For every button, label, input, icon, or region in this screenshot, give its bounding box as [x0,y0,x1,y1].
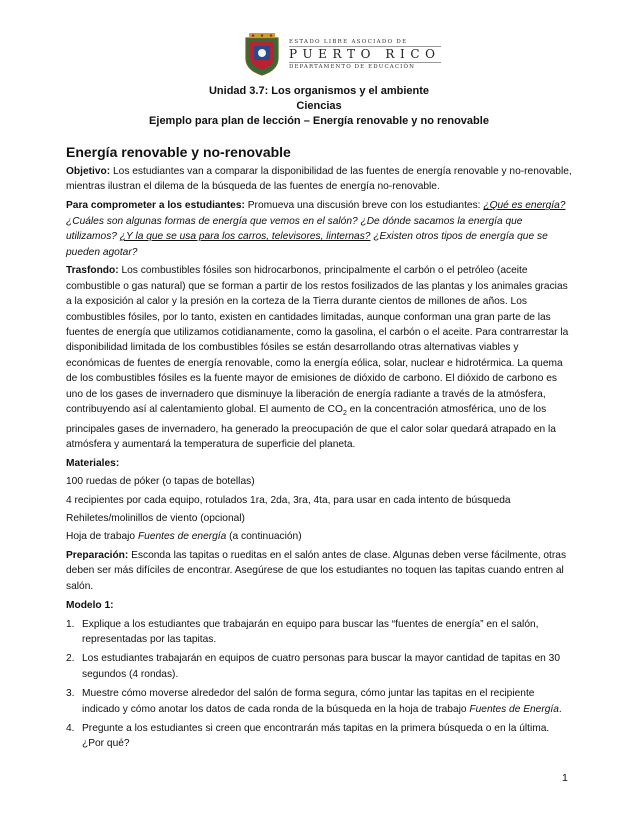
material-item: 100 ruedas de póker (o tapas de botellas) [66,476,255,488]
material-item: Rehiletes/molinillos de viento (opcional) [66,513,245,525]
step-text: Pregunte a los estudiantes si creen que encontrarán más tapitas en la primera búsqueda o en la última. ¿Por qué? [82,722,550,750]
comprometer-paragraph [66,198,574,260]
document-body [66,142,574,756]
list-item [66,617,574,648]
objetivo-text: Los estudiantes van a comparar la disponibilidad de las fuentes de energía renovable y no-renovable, mientras ilustran el dilema de la búsqueda de las fuentes de energía no-renovable. [66,166,572,193]
question-a: ¿Qué es energía? [483,200,566,212]
question-c: ¿Y la que se usa para los carros, televisores, linternas? [119,231,371,243]
subject-title: Ciencias [296,100,342,112]
material-item-4-c: (a continuación) [226,531,302,543]
unit-title: Unidad 3.7: Los organismos y el ambiente [208,85,430,97]
step-text: Muestre cómo moverse alrededor del salón de forma segura, cómo juntar las tapitas en el recipiente indicado y cómo anotar los datos de cada ronda de la búsqueda en la hoja de trabajo [82,688,535,715]
question-e: ¿Existen otros tipos de energía que se pueden agotar? [66,231,548,258]
section-heading: Energía renovable y no-renovable [66,144,291,160]
preparacion-label: Preparación: [66,549,129,561]
modelo-label: Modelo 1: [66,599,114,611]
materiales-label-line [66,456,574,471]
step-number: 3. [66,688,75,700]
material-item-4-b: Fuentes de energía [137,531,227,543]
logo-line-3: DEPARTAMENTO DE EDUCACIÓN [289,62,441,70]
step-number: 1. [66,618,75,630]
logo-line-1: ESTADO LIBRE ASOCIADO DE [289,39,441,47]
preparacion-text: Esconda las tapitas o rueditas en el salón antes de clase. Algunas deben verse fácilmente, otras deben ser más difíciles de encontrar. Asegúrese de que los estudiantes no toquen las tapitas cuando entren al salón. [66,549,567,592]
list-item [66,651,574,682]
objetivo-paragraph [66,164,574,195]
trasfondo-label: Trasfondo: [66,265,119,277]
preparacion-paragraph [66,548,574,594]
materiales-label: Materiales: [66,457,120,469]
modelo-label-line [66,598,574,613]
modelo-steps-list [66,617,574,752]
question-b: ¿Cuáles son algunas formas de energía que vemos en el salón? ¿De dónde sacamos la energía que utilizamos? [66,215,523,243]
material-item-4-a: Hoja de trabajo [66,531,138,543]
comprometer-text: Promueva una discusión breve con los estudiantes: [244,200,484,212]
material-item: 4 recipientes por cada equipo, rotulados 1ra, 2da, 3ra, 4ta, para usar en cada intento de búsqueda [66,494,511,506]
list-item [66,721,574,752]
step-text-italic: Fuentes de Energía [469,703,559,715]
list-item [66,686,574,717]
department-logo [243,28,441,80]
co2-subscript: 2 [342,410,347,418]
objetivo-label: Objetivo: [66,166,111,177]
step-text: Explique a los estudiantes que trabajarán en equipo para buscar las “fuentes de energía” en el salón, representadas por las tapitas. [82,618,539,645]
logo-line-2: PUERTO RICO [289,46,441,61]
lesson-title: Ejemplo para plan de lección – Energía renovable y no renovable [149,115,489,127]
puerto-rico-seal-icon [243,32,281,76]
step-text: Los estudiantes trabajarán en equipos de cuatro personas para buscar la mayor cantidad de tapitas en 30 segundos (4 rondas). [82,653,560,680]
material-item [66,529,574,544]
trasfondo-text-b: en la concentración atmosférica, uno de los principales gases de invernadero, ha generado la preocupación de que el calor solar quedará atrapado en la atmósfera y aumentará la temperatura de superficie del planeta. [66,404,556,450]
step-number: 2. [66,653,75,665]
trasfondo-text-a: Los combustibles fósiles son hidrocarbonos, principalmente el carbón o el petróleo (aceite combustible o gas natural) que se forman a partir de los restos fosilizados de las plantas y los animales gracias a la exposición al calor y la presión en la corteza de la Tierra durante cientos de millones de años. Los combustibles fósiles, por lo tanto, existen en cantidades limitadas, aunque conforman una gran parte de las fuentes de energía que utilizamos cotidianamente, como la gasolina, el carbón o el aceite. Para contrarrestar la disponibilidad limitada de los combustibles fósiles se están desarrollando otras alternativas viables y económicas de fuentes de energía renovable, como la energía eólica, solar, nuclear e hidrotérmica. La quema de los combustibles fósiles es la fuente mayor de emisiones de dióxido de carbono. El dióxido de carbono es uno de los gases de invernadero que disminuye la liberación de energía radiante a través de la atmósfera, contribuyendo así al calentamiento global. El aumento de CO [66,265,569,416]
step-text-end: . [558,703,562,715]
comprometer-label: Para comprometer a los estudiantes: [66,200,245,212]
document-header [60,84,578,129]
page-number: 1 [562,772,568,784]
logo-text [289,39,441,70]
step-number: 4. [66,722,75,734]
trasfondo-paragraph [66,263,574,452]
